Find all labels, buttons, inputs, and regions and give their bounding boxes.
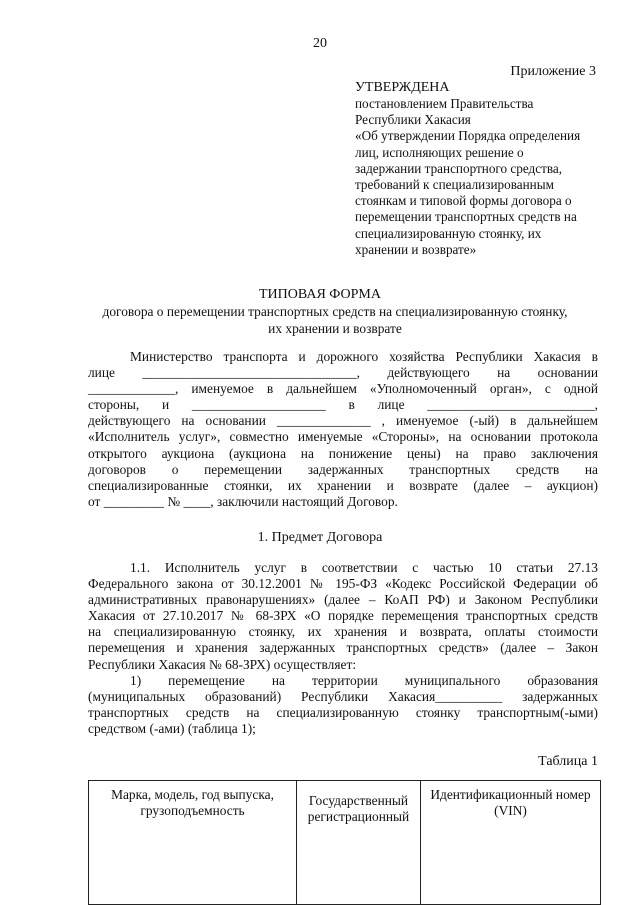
clause-line: 1) перемещение на территории муниципального образования (130, 672, 598, 688)
approval-line: специализированную стоянку, их (355, 225, 542, 241)
clause-line: на специализированную стоянку, их хранения и возврата, оплаты стоимости (88, 624, 598, 640)
appendix-label: Приложение 3 (510, 64, 596, 79)
table-header-cell: Государственный регистрационный (297, 781, 421, 905)
table-header-cell: Марка, модель, год выпуска, грузоподъемность (89, 781, 297, 905)
preamble-line: Министерство транспорта и дорожного хозяйства Республики Хакасия в (130, 349, 598, 364)
vehicle-table (88, 780, 601, 905)
approval-line: Республики Хакасия (355, 112, 471, 128)
clause-line: административных правонарушениях» (далее – КоАП РФ) и Законом Республики (88, 592, 598, 608)
clause-line: средством (-ами) (таблица 1); (88, 720, 256, 736)
approval-line: лиц, исполняющих решение о (355, 144, 524, 160)
approval-line: перемещении транспортных средств на (355, 209, 577, 225)
form-subtitle-line: договора о перемещении транспортных средств на специализированную стоянку, (102, 304, 568, 319)
clause-line: (муниципальных образований) Республики Хакасия__________ задержанных (88, 688, 598, 704)
clause-1-1 (88, 560, 598, 737)
preamble-line: _____________, именуемое в дальнейшем «Уполномоченный орган», с одной (88, 381, 598, 397)
clause-line: 1.1. Исполнитель услуг в соответствии с частью 10 статьи 27.13 (130, 560, 598, 575)
clause-line: Хакасия от 27.10.2017 № 68-ЗРХ «О порядке перемещения транспортных средств (88, 608, 598, 624)
preamble-line: действующего на основании ______________ , именуемое (-ый) в дальнейшем (88, 413, 598, 429)
approval-line: стоянкам и типовой формы договора о (355, 193, 572, 209)
approval-line: «Об утверждении Порядка определения (355, 128, 581, 144)
preamble-paragraph (88, 349, 598, 510)
table-label: Таблица 1 (538, 754, 598, 769)
approval-title: УТВЕРЖДЕНА (355, 80, 450, 95)
approval-line: задержании транспортного средства, (355, 160, 563, 176)
form-subtitle (70, 304, 600, 337)
preamble-line: договоров о перемещении задержанных транспортных средств на (88, 461, 598, 477)
clause-line: транспортных средств на специализированную стоянку транспортным(-ыми) (88, 704, 598, 720)
section-title: 1. Предмет Договора (257, 530, 383, 545)
preamble-line: «Исполнитель услуг», совместно именуемые «Стороны», на основании протокола (88, 429, 598, 445)
clause-line: Республики Хакасия № 68-ЗРХ) осуществляет: (88, 656, 357, 672)
approval-line: постановлением Правительства (355, 96, 534, 111)
form-title: ТИПОВАЯ ФОРМА (259, 287, 381, 302)
approval-block (355, 79, 605, 258)
approval-line: требований к специализированным (355, 177, 554, 193)
approval-line: хранении и возврате» (355, 241, 477, 257)
form-subtitle-line: их хранении и возврате (268, 320, 402, 336)
preamble-line: лице ________________________________, действующего на основании (88, 365, 598, 381)
preamble-line: открытого аукциона (аукциона на понижение цены) на право заключения (88, 445, 598, 461)
preamble-line: специализированные стоянки, их хранении и возврате (далее – аукцион) (88, 477, 598, 493)
preamble-line: от _________ № ____, заключили настоящий Договор. (88, 493, 398, 509)
table-header-row (89, 781, 601, 905)
preamble-line: стороны, и ____________________ в лице _________________________, (88, 397, 598, 413)
page-number: 20 (313, 36, 327, 51)
table-header-cell: Идентификационный номер (VIN) (421, 781, 601, 905)
clause-line: перемещения и хранения задержанных транспортных средств» (далее – Закон (88, 640, 598, 656)
clause-line: Федерального закона от 30.12.2001 № 195-ФЗ «Кодекс Российской Федерации об (88, 576, 598, 592)
